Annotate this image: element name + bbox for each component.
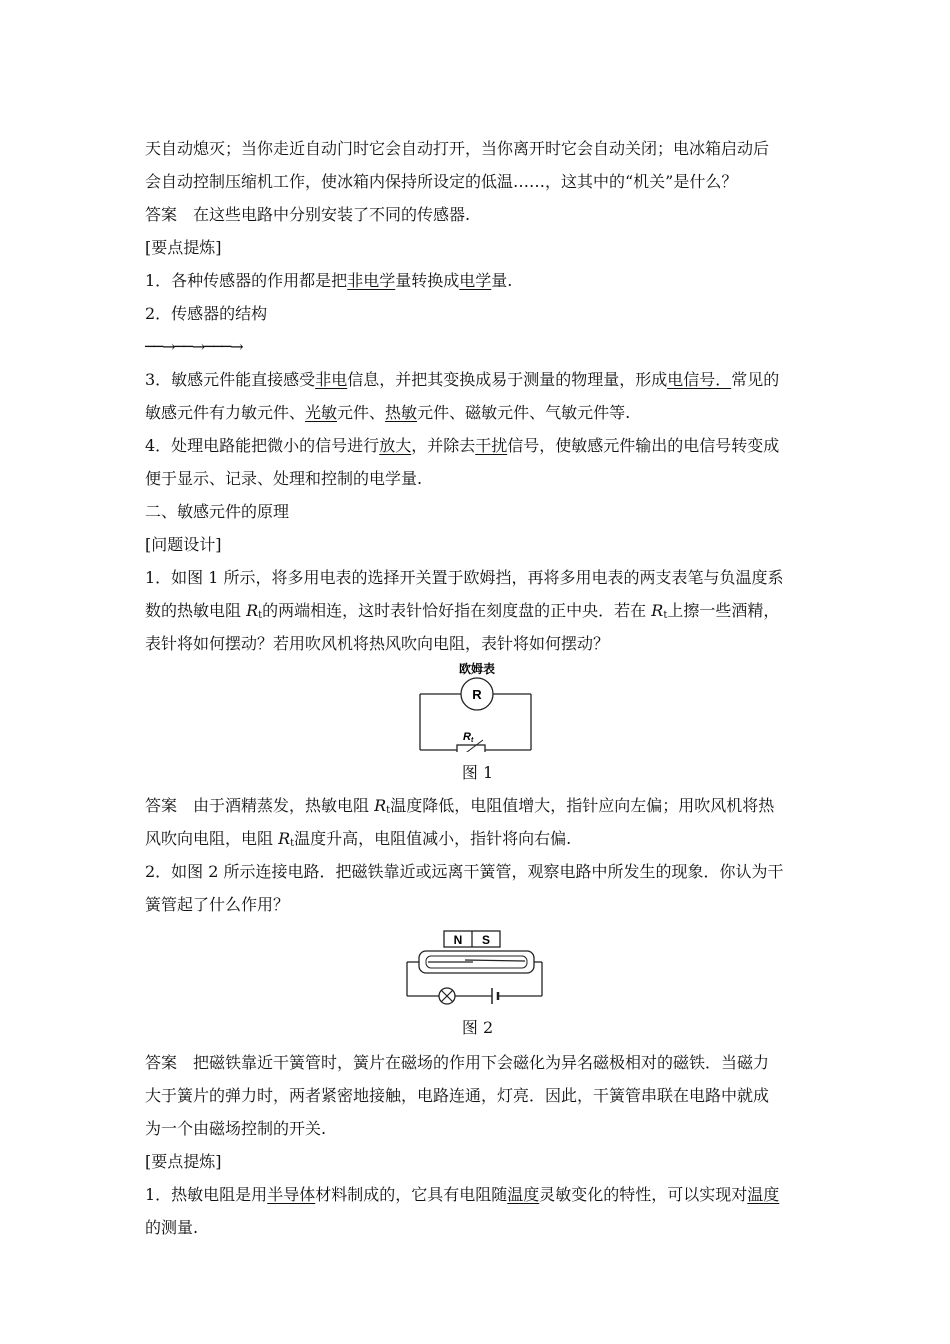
structure-arrows: ──→──→───→ bbox=[145, 337, 243, 356]
question-2-line-1: 2．如图 2 所示连接电路．把磁铁靠近或远离干簧管，观察电路中所发生的现象．你认为干 bbox=[145, 862, 784, 881]
blank-answer: 非电 bbox=[315, 370, 348, 389]
blank-answer: 非电学 bbox=[347, 271, 396, 290]
key-point-3-line-1: 3．敏感元件能直接感受非电信息，并把其变换成易于测量的物理量，形成电信号．常见的 bbox=[145, 370, 780, 389]
blank-answer: 半导体 bbox=[267, 1185, 316, 1204]
blank-answer: 光敏 bbox=[305, 403, 338, 422]
figure-2-caption: 图 2 bbox=[461, 1018, 494, 1037]
blank-answer: 电学 bbox=[459, 271, 492, 290]
figure-1-ohmmeter-circuit bbox=[145, 660, 810, 752]
key-point-4-line-1: 4．处理电路能把微小的信号进行放大，并除去干扰信号，使敏感元件输出的电信号转变成 bbox=[145, 436, 780, 455]
intro-answer bbox=[145, 198, 810, 231]
answer-2-line-2: 大于簧片的弹力时，两者紧密地接触，电路连通，灯亮．因此，干簧管串联在电路中就成 bbox=[145, 1086, 770, 1105]
thermistor-label: Rt bbox=[463, 731, 474, 744]
section-title: 二、敏感元件的原理 bbox=[145, 502, 290, 521]
question-1-line-2: 数的热敏电阻 $R_t$的两端相连，这时表针恰好指在刻度盘的正中央．若在 $R_t$上擦一些酒精， bbox=[145, 601, 780, 621]
answer-label: 答案 bbox=[145, 1053, 178, 1072]
intro-line-2: 会自动控制压缩机工作，使冰箱内保持所设定的低温……，这其中的“机关”是什么？ bbox=[145, 172, 738, 191]
key-point-3-line-2: 敏感元件有力敏元件、光敏元件、热敏元件、磁敏元件、气敏元件等. bbox=[145, 403, 631, 422]
figure-1-caption: 图 1 bbox=[461, 763, 494, 782]
blank-answer: 温度 bbox=[747, 1185, 780, 1204]
answer-2-line-1: 答案 把磁铁靠近干簧管时，簧片在磁场的作用下会磁化为异名磁极相对的磁铁．当磁力 bbox=[145, 1053, 770, 1072]
answer-2-line-3: 为一个由磁场控制的开关. bbox=[145, 1119, 327, 1138]
question-2-line-2: 簧管起了什么作用？ bbox=[145, 895, 290, 914]
key-point-2: 2．传感器的结构 bbox=[145, 304, 268, 323]
answer-text: 在这些电路中分别安装了不同的传感器. bbox=[193, 205, 471, 224]
question-1-line-3: 表针将如何摆动？若用吹风机将热风吹向电阻，表针将如何摆动？ bbox=[145, 634, 610, 653]
key-point-4-line-2: 便于显示、记录、处理和控制的电学量. bbox=[145, 469, 423, 488]
blank-answer: 电信号． bbox=[667, 370, 732, 389]
document-page bbox=[145, 132, 810, 1244]
answer-label: 答案 bbox=[145, 796, 178, 815]
blank-answer: 放大 bbox=[379, 436, 412, 455]
answer-1-line-2: 风吹向电阻，电阻 $R_t$温度升高，电阻值减小，指针将向右偏. bbox=[145, 829, 572, 849]
answer-1-line-1: 答案 由于酒精蒸发，热敏电阻 $R_t$温度降低，电阻值增大，指针应向左偏；用吹风机将热 bbox=[145, 796, 775, 816]
key-point-1: 1．各种传感器的作用都是把非电学量转换成电学量. bbox=[145, 271, 513, 290]
magnet-pole-s: S bbox=[481, 933, 491, 947]
magnet-pole-n: N bbox=[453, 933, 463, 947]
intro-line-1: 天自动熄灭；当你走近自动门时它会自动打开，当你离开时它会自动关闭；电冰箱启动后 bbox=[145, 139, 770, 158]
meter-symbol: R bbox=[472, 687, 482, 702]
figure-2-reed-switch-circuit bbox=[145, 927, 810, 1007]
blank-answer: 温度 bbox=[507, 1185, 540, 1204]
key-point-thermistor-line-2: 的测量. bbox=[145, 1218, 199, 1237]
key-points-heading: [要点提炼] bbox=[145, 238, 222, 257]
key-points-heading-2: [要点提炼] bbox=[145, 1152, 222, 1171]
meter-label: 欧姆表 bbox=[458, 662, 496, 676]
key-point-thermistor-line-1: 1．热敏电阻是用半导体材料制成的，它具有电阻随温度灵敏变化的特性，可以实现对温度 bbox=[145, 1185, 780, 1204]
blank-answer: 干扰 bbox=[475, 436, 508, 455]
question-1-line-1: 1．如图 1 所示，将多用电表的选择开关置于欧姆挡，再将多用电表的两支表笔与负温度系 bbox=[145, 568, 784, 587]
blank-answer: 热敏 bbox=[385, 403, 418, 422]
answer-label: 答案 bbox=[145, 205, 178, 224]
question-design-heading: [问题设计] bbox=[145, 535, 222, 554]
figure-2-svg bbox=[145, 927, 810, 1007]
figure-1-svg bbox=[145, 660, 810, 752]
